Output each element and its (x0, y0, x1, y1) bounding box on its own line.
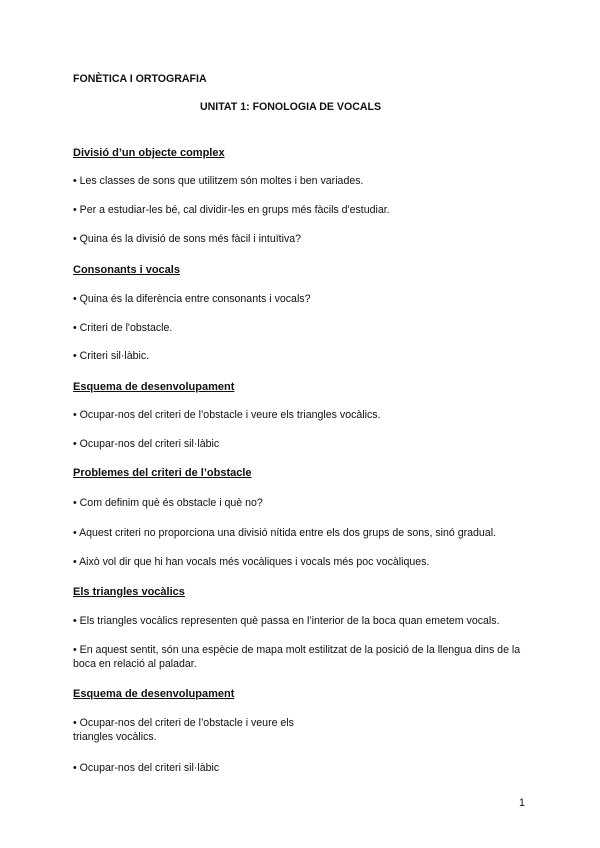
document-title: FONÈTICA I ORTOGRAFIA (73, 73, 207, 85)
unit-title: UNITAT 1: FONOLOGIA DE VOCALS (200, 101, 382, 113)
section-heading: Esquema de desenvolupament (73, 381, 235, 393)
bullet-item: • Ocupar-nos del criteri sil·làbic (73, 762, 220, 774)
section-heading: Els triangles vocàlics (73, 586, 185, 598)
bullet-item: • Quina és la divisió de sons més fàcil i intuïtiva? (73, 233, 302, 245)
section-heading: Problemes del criteri de l’obstacle (73, 467, 252, 479)
bullet-item: • Per a estudiar-les bé, cal dividir-les en grups més fàcils d'estudiar. (73, 204, 390, 216)
bullet-item: • Com definim què és obstacle i què no? (73, 497, 263, 509)
bullet-item: • Criteri sil·làbic. (73, 350, 150, 362)
section-heading: Consonants i vocals (73, 264, 180, 276)
bullet-item: • Ocupar-nos del criteri de l’obstacle i veure els triangles vocàlics. (73, 409, 381, 421)
section-heading: Divisió d’un objecte complex (73, 147, 225, 159)
bullet-item: • Criteri de l'obstacle. (73, 322, 173, 334)
bullet-item: • Això vol dir que hi han vocals més vocàliques i vocals més poc vocàliques. (73, 556, 430, 568)
bullet-item: • Els triangles vocàlics representen què passa en l’interior de la boca quan emetem vocals. (73, 615, 500, 627)
bullet-item: • Ocupar-nos del criteri de l’obstacle i veure els triangles vocàlics. (73, 717, 294, 743)
bullet-item: • Ocupar-nos del criteri sil·làbic (73, 438, 220, 450)
bullet-item: • Les classes de sons que utilitzem són moltes i ben variades. (73, 175, 364, 187)
bullet-item: • En aquest sentit, són una espècie de mapa molt estilitzat de la posició de la llengua dins de la boca en relació al paladar. (73, 644, 521, 670)
bullet-item: • Quina és la diferència entre consonants i vocals? (73, 293, 311, 305)
section-heading: Esquema de desenvolupament (73, 688, 235, 700)
bullet-item: • Aquest criteri no proporciona una divisió nítida entre els dos grups de sons, sinó gradual. (73, 527, 496, 539)
page-number: 1 (519, 797, 525, 809)
